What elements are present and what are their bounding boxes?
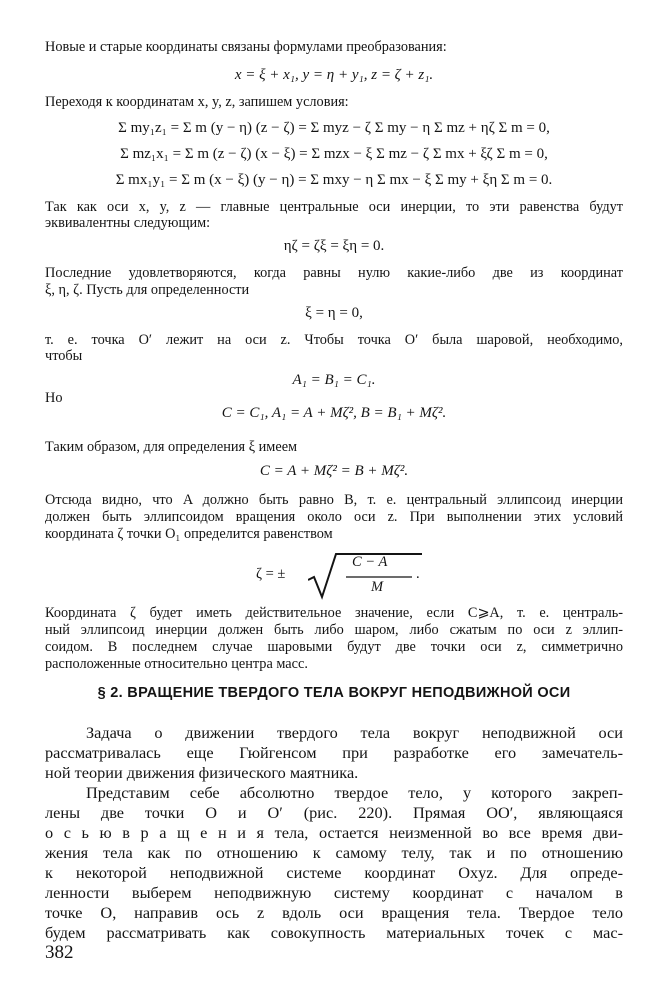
formula-c-equals: C = A + Mζ² = B + Mζ². bbox=[259, 463, 409, 479]
section-line-7: жения тела как по отношению к самому телу, так и по отношению bbox=[45, 843, 623, 862]
paragraph-3-line-2: чтобы bbox=[45, 348, 83, 364]
paragraph-2-line-1: Последние удовлетворяются, когда равны нулю какие-либо две из координат bbox=[45, 265, 623, 281]
but-word: Но bbox=[45, 390, 63, 406]
page-number: 382 bbox=[45, 942, 74, 963]
formula-c-a1-b: C = C₁, A₁ = A + Mζ², B = B₁ + Mζ². bbox=[221, 405, 447, 421]
section-line-5: лены две точки O и O′ (рис. 220). Прямая OO′, являющаяся bbox=[45, 803, 623, 822]
formula-coordinates: x = ξ + x₁, y = η + y₁, z = ζ + z₁. bbox=[234, 67, 434, 83]
section-line-8: к некоторой неподвижной системе координат Oxyz. Для опреде- bbox=[45, 863, 623, 882]
paragraph-3-line-1: т. е. точка O′ лежит на оси z. Чтобы точка O′ была шаровой, необходимо, bbox=[45, 332, 623, 348]
paragraph-1-line-2: эквивалентны следующим: bbox=[45, 215, 211, 231]
section-line-11: будем рассматривать как совокупность материальных точек с мас- bbox=[45, 923, 623, 942]
paragraph-4-line-3: координата ζ точки O₁ определится равенством bbox=[45, 526, 333, 542]
formula-a1-b1-c1: A₁ = B₁ = C₁. bbox=[292, 372, 376, 388]
section-line-9: ленности выберем неподвижную систему координат с началом в bbox=[45, 883, 623, 902]
paragraph-5-line-4: расположенные относительно центра масс. bbox=[45, 656, 308, 672]
intro-text: Новые и старые координаты связаны формулами преобразования: bbox=[45, 39, 447, 55]
section-line-4: Представим себе абсолютно твердое тело, у которого закреп- bbox=[86, 783, 623, 802]
zeta-numerator: C − A bbox=[352, 554, 388, 570]
section-line-1: Задача о движении твердого тела вокруг неподвижной оси bbox=[86, 723, 623, 742]
zeta-denominator: M bbox=[371, 579, 384, 595]
paragraph-1-line-1: Так как оси x, y, z — главные центральные оси инерции, то эти равенства будут bbox=[45, 199, 623, 215]
equation-2: Σ mz₁x₁ = Σ m (z − ζ) (x − ξ) = Σ mzx − ξ Σ mz − ζ Σ mx + ξζ Σ m = 0, bbox=[120, 146, 548, 162]
paragraph-5-line-3: соидом. В последнем случае шаровыми будут две точки оси z, симметрично bbox=[45, 639, 623, 655]
section-line-2: рассматривалась еще Гюйгенсом при разработке его замечатель- bbox=[45, 743, 623, 762]
section-line-10: точке O, направив ось z вдоль оси вращения тела. Твердое тело bbox=[45, 903, 623, 922]
formula-zeta-sqrt bbox=[244, 550, 424, 602]
section-heading: § 2. ВРАЩЕНИЕ ТВЕРДОГО ТЕЛА ВОКРУГ НЕПОДВИЖНОЙ ОСИ bbox=[97, 685, 571, 701]
section-line-3: ной теории движения физического маятника. bbox=[45, 763, 359, 782]
formula-products-zero: ηζ = ζξ = ξη = 0. bbox=[283, 238, 385, 254]
zeta-lhs: ζ = ± bbox=[256, 566, 286, 582]
equation-1: Σ my₁z₁ = Σ m (y − η) (z − ζ) = Σ myz − ζ Σ my − η Σ mz + ηζ Σ m = 0, bbox=[118, 120, 550, 136]
section-line-6: о с ь ю в р а щ е н и я тела, остается неизменной во все время дви- bbox=[45, 823, 623, 842]
paragraph-4-line-1: Отсюда видно, что A должно быть равно B, т. е. центральный эллипсоид инерции bbox=[45, 492, 623, 508]
paragraph-4-line-2: должен быть эллипсоидом вращения около оси z. При выполнении этих условий bbox=[45, 509, 623, 525]
thus-text: Таким образом, для определения ξ имеем bbox=[45, 439, 298, 455]
formula-xi-eta: ξ = η = 0, bbox=[305, 305, 363, 321]
equation-3: Σ mx₁y₁ = Σ m (x − ξ) (y − η) = Σ mxy − η Σ mx − ξ Σ my + ξη Σ m = 0. bbox=[115, 172, 553, 188]
paragraph-5-line-2: ный эллипсоид инерции должен быть либо шаром, либо сжатым по оси z эллип- bbox=[45, 622, 623, 638]
transition-text: Переходя к координатам x, y, z, запишем условия: bbox=[45, 94, 349, 110]
zeta-period: . bbox=[416, 566, 420, 582]
paragraph-5-line-1: Координата ζ будет иметь действительное значение, если C⩾A, т. е. централь- bbox=[45, 605, 623, 621]
paragraph-2-line-2: ξ, η, ζ. Пусть для определенности bbox=[45, 282, 250, 298]
